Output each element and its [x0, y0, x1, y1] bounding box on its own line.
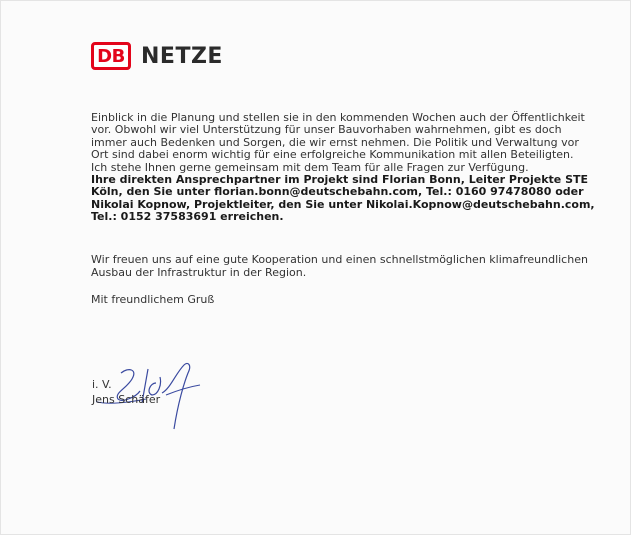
contact-line: Köln, den Sie unter florian.bonn@deutschebahn.com, Tel.: 0160 97478080 oder	[91, 185, 584, 199]
contact-line: Tel.: 0152 37583691 erreichen.	[91, 210, 284, 224]
text-line: Wir freuen uns auf eine gute Kooperation und einen schnellstmöglichen klimafreundlichen	[91, 253, 588, 266]
text-line: Ich stehe Ihnen gerne gemeinsam mit dem Team für alle Fragen zur Verfügung.	[91, 160, 529, 174]
text-line: Ausbau der Infrastruktur in der Region.	[91, 266, 307, 279]
text-line: Ort sind dabei enorm wichtig für eine erfolgreiche Kommunikation mit allen Beteiligten.	[91, 148, 574, 162]
signatory-name: Jens Schäfer	[92, 393, 161, 406]
db-netze-logo	[91, 42, 223, 70]
db-logo-mark	[91, 42, 131, 70]
netze-wordmark: NETZE	[141, 43, 223, 69]
signature-prefix: i. V.	[92, 378, 112, 391]
letter-paragraph-1	[91, 112, 606, 224]
text-line: Einblick in die Planung und stellen sie in den kommenden Wochen auch der Öffentlichkeit	[91, 111, 585, 124]
text-line: immer auch Bedenken und Sorgen, die wir ernst nehmen. Die Politik und Verwaltung vor	[91, 135, 579, 149]
db-logo-text: DB	[97, 45, 125, 67]
text-line: vor. Obwohl wir viel Unterstützung für unser Bauvorhaben wahrnehmen, gibt es doch	[91, 123, 562, 137]
closing-greeting: Mit freundlichem Gruß	[91, 293, 215, 306]
contact-line: Nikolai Kopnow, Projektleiter, den Sie unter Nikolai.Kopnow@deutschebahn.com,	[91, 197, 595, 211]
contact-line: Ihre direkten Ansprechpartner im Projekt sind Florian Bonn, Leiter Projekte STE	[91, 173, 589, 187]
letter-paragraph-2	[91, 253, 606, 279]
